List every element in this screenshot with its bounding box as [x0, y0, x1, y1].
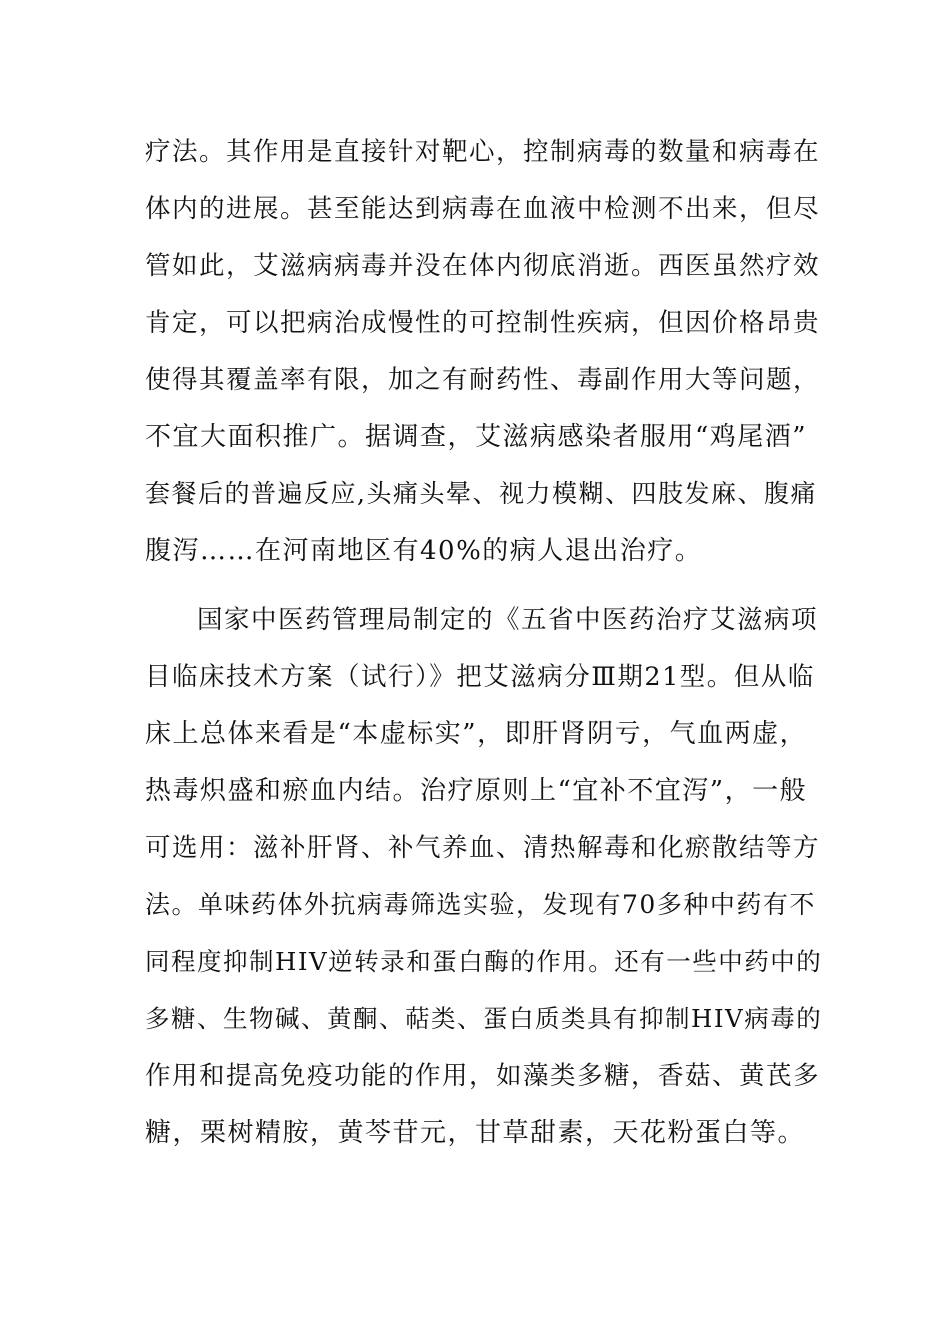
paragraph-2-line: 同程度抑制HIV逆转录和蛋白酶的作用。还有一些中药中的: [145, 947, 823, 976]
paragraph-1-line: 管如此，艾滋病病毒并没在体内彻底消逝。西医虽然疗效: [145, 251, 821, 281]
paragraph-2-line: 可选用：滋补肝肾、补气养血、清热解毒和化瘀散结等方: [145, 833, 821, 863]
paragraph-2-line: 作用和提高免疫功能的作用，如藻类多糖，香菇、黄芪多: [145, 1061, 821, 1091]
paragraph-1-line: 腹泻……在河南地区有40%的病人退出治疗。: [145, 536, 703, 566]
paragraph-2-line: 目临床技术方案（试行）》把艾滋病分Ⅲ期21型。但从临: [145, 662, 815, 692]
paragraph-1-line: 疗法。其作用是直接针对靶心，控制病毒的数量和病毒在: [145, 137, 821, 167]
paragraph-1-line: 体内的进展。甚至能达到病毒在血液中检测不出来，但尽: [145, 194, 821, 224]
paragraph-2-line: 热毒炽盛和瘀血内结。治疗原则上“宜补不宜泻”，一般: [145, 776, 808, 806]
paragraph-1-line: 肯定，可以把病治成慢性的可控制性疾病，但因价格昂贵: [145, 308, 821, 338]
paragraph-2-line: 床上总体来看是“本虚标实”，即肝肾阴亏，气血两虚，: [145, 719, 808, 749]
paragraph-2-line: 国家中医药管理局制定的《五省中医药治疗艾滋病项: [197, 605, 819, 635]
paragraph-2-line: 法。单味药体外抗病毒筛选实验，发现有70多种中药有不: [145, 890, 816, 919]
paragraph-2-line: 多糖、生物碱、黄酮、萜类、蛋白质类具有抑制HIV病毒的: [145, 1004, 823, 1033]
paragraph-1-line: 套餐后的普遍反应,头痛头晕、视力模糊、四肢发麻、腹痛: [145, 479, 817, 508]
paragraph-2-line: 糖，栗树精胺，黄芩苷元，甘草甜素，天花粉蛋白等。: [145, 1118, 806, 1148]
paragraph-1-line: 不宜大面积推广。据调查，艾滋病感染者服用“鸡尾酒”: [145, 422, 808, 452]
paragraph-1-line: 使得其覆盖率有限，加之有耐药性、毒副作用大等问题，: [145, 365, 821, 395]
